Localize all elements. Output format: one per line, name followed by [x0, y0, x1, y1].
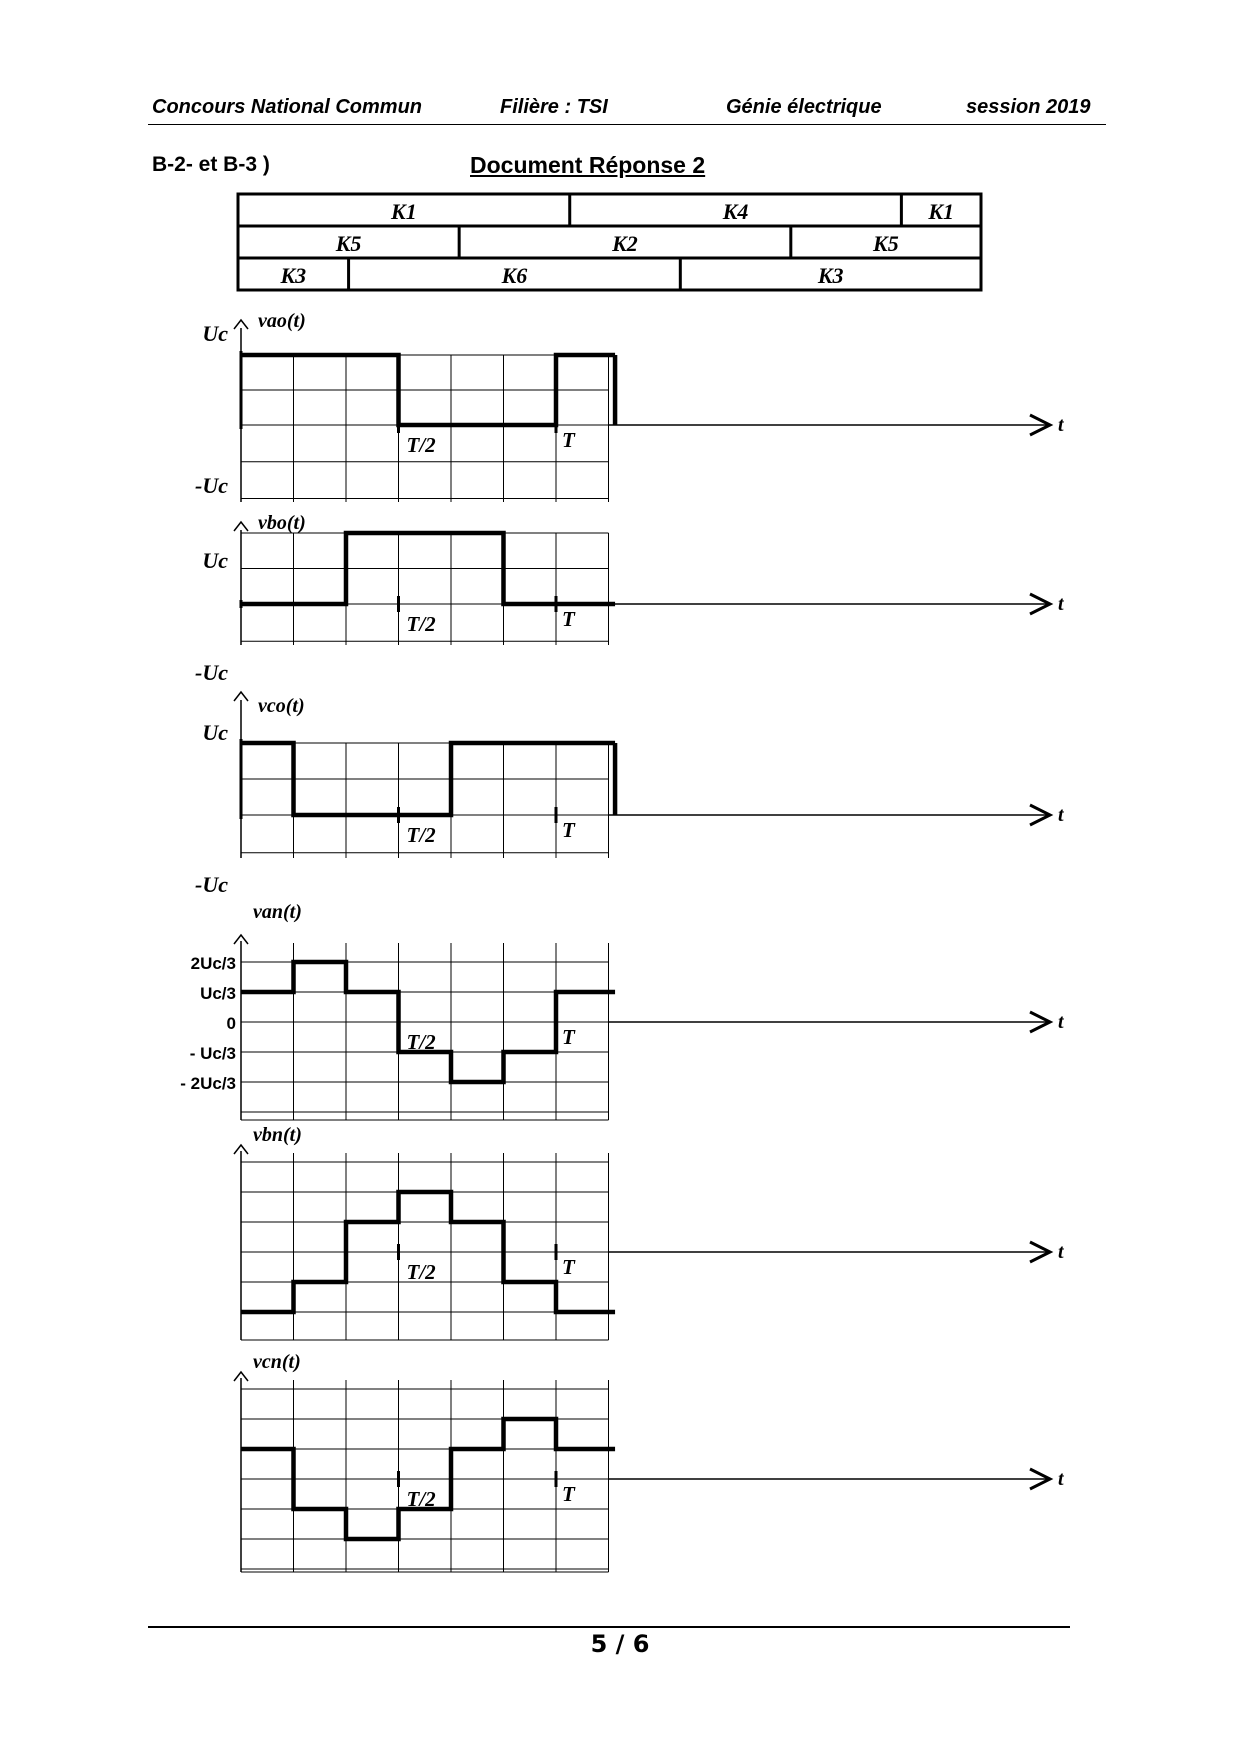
switch-label-k5: K5	[335, 231, 362, 256]
y-tick-label-neg-uc: -Uc	[195, 473, 228, 498]
x-tick-label-half-period: T/2	[406, 433, 436, 457]
footer-rule	[148, 1626, 1070, 1628]
document-title: Document Réponse 2	[470, 152, 706, 178]
switch-label-k1: K1	[391, 199, 417, 224]
y-axis-arrow	[234, 320, 248, 329]
y-axis-arrow	[234, 522, 248, 531]
y-tick-label-level: - 2Uc/3	[180, 1074, 236, 1093]
y-tick-label-uc: Uc	[202, 321, 228, 346]
x-axis-label: t	[1058, 1468, 1064, 1490]
switch-label-k5: K5	[873, 231, 899, 256]
y-axis-arrow	[234, 692, 248, 701]
switch-label-k3: K3	[817, 263, 844, 288]
x-axis-label: t	[1058, 1011, 1064, 1033]
x-tick-label-period: T	[562, 1482, 575, 1506]
x-axis-label: t	[1058, 593, 1064, 615]
y-tick-label-neg-uc: -Uc	[195, 660, 228, 685]
y-tick-label-uc: Uc	[202, 548, 228, 573]
y-axis-title: vao(t)	[258, 310, 306, 332]
switch-label-k4: K4	[722, 199, 749, 224]
header-session: session 2019	[966, 96, 1091, 118]
y-axis-title: vcn(t)	[253, 1351, 301, 1373]
x-tick-label-half-period: T/2	[406, 612, 436, 636]
y-axis-title: vbo(t)	[258, 512, 306, 534]
y-axis-title: van(t)	[253, 901, 302, 923]
x-axis-label: t	[1058, 1241, 1064, 1263]
x-tick-label-period: T	[562, 1255, 575, 1279]
y-tick-label-level: Uc/3	[200, 984, 236, 1003]
switch-label-k2: K2	[612, 231, 638, 256]
y-tick-label-neg-uc: -Uc	[195, 872, 228, 897]
x-tick-label-half-period: T/2	[406, 1260, 436, 1284]
header-subject: Génie électrique	[726, 96, 882, 118]
y-tick-label-level: 0	[226, 1014, 236, 1033]
switch-label-k1: K1	[928, 199, 955, 224]
switch-label-k6: K6	[501, 263, 528, 288]
y-tick-label-level: 2Uc/3	[190, 954, 236, 973]
y-axis-title: vco(t)	[258, 695, 305, 717]
x-tick-label-half-period: T/2	[406, 1487, 436, 1511]
x-tick-label-period: T	[562, 428, 575, 452]
x-tick-label-period: T	[562, 607, 575, 631]
x-tick-label-half-period: T/2	[406, 823, 436, 847]
page-number: 5 / 6	[590, 1630, 650, 1658]
y-axis-title: vbn(t)	[253, 1124, 302, 1146]
switch-label-k3: K3	[280, 263, 307, 288]
y-tick-label-uc: Uc	[202, 720, 228, 745]
header-contest: Concours National Commun	[152, 96, 423, 118]
x-tick-label-half-period: T/2	[406, 1030, 436, 1054]
x-tick-label-period: T	[562, 1025, 575, 1049]
y-tick-label-level: - Uc/3	[189, 1044, 236, 1063]
header-filiere: Filière : TSI	[500, 96, 608, 118]
section-ref: B-2- et B-3 )	[152, 153, 270, 176]
x-tick-label-period: T	[562, 818, 575, 842]
x-axis-label: t	[1058, 804, 1064, 826]
x-axis-label: t	[1058, 414, 1064, 436]
